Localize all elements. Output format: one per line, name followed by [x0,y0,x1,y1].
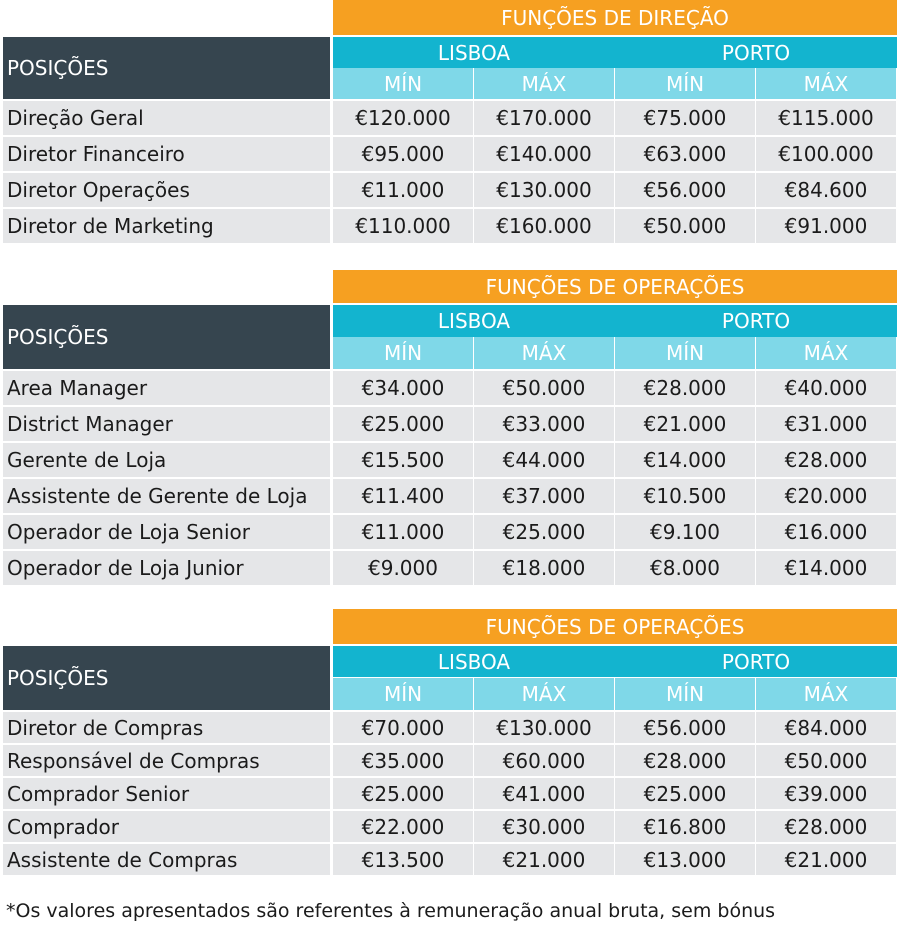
max-value: €100.000 [756,137,896,171]
position-name: Comprador Senior [3,778,330,809]
table-row [3,778,897,809]
max-value: €130.000 [474,173,614,207]
table-row [3,745,897,776]
min-label: MÍN [333,678,473,710]
min-value: €95.000 [333,137,473,171]
min-value: €25.000 [615,778,755,809]
max-value: €30.000 [474,811,614,842]
min-max-header-row [333,337,897,369]
city-label-porto: PORTO [721,40,791,65]
max-value: €140.000 [474,137,614,171]
table-row [3,515,897,549]
min-max-header-row [333,68,897,99]
city-header-row [333,305,897,337]
min-value: €15.500 [333,443,473,477]
position-name: District Manager [3,407,330,441]
table-title: FUNÇÕES DE OPERAÇÕES [333,270,897,303]
min-label: MÍN [333,68,473,99]
position-name: Area Manager [3,371,330,405]
city-label-porto: PORTO [721,649,791,674]
max-value: €50.000 [474,371,614,405]
min-value: €10.500 [615,479,755,513]
min-value: €63.000 [615,137,755,171]
max-label: MÁX [474,678,614,710]
min-value: €11.000 [333,515,473,549]
min-value: €9.100 [615,515,755,549]
table-row [3,479,897,513]
min-value: €21.000 [615,407,755,441]
max-value: €44.000 [474,443,614,477]
city-header-row [333,646,897,677]
table-row [3,712,897,743]
position-name: Direção Geral [3,101,330,135]
min-value: €110.000 [333,209,473,243]
city-label-lisboa: LISBOA [437,40,511,65]
min-value: €50.000 [615,209,755,243]
max-label: MÁX [474,68,614,99]
max-value: €31.000 [756,407,896,441]
positions-header: POSIÇÕES [3,37,330,99]
min-value: €56.000 [615,173,755,207]
max-value: €28.000 [756,811,896,842]
table-row [3,101,897,135]
position-name: Diretor Financeiro [3,137,330,171]
max-label: MÁX [756,337,896,369]
min-value: €11.400 [333,479,473,513]
position-name: Operador de Loja Senior [3,515,330,549]
max-value: €20.000 [756,479,896,513]
max-value: €16.000 [756,515,896,549]
min-value: €56.000 [615,712,755,743]
min-value: €34.000 [333,371,473,405]
min-value: €13.000 [615,844,755,875]
max-value: €37.000 [474,479,614,513]
max-value: €41.000 [474,778,614,809]
min-max-header-row [333,678,897,710]
position-name: Diretor de Compras [3,712,330,743]
min-label: MÍN [615,68,755,99]
min-label: MÍN [333,337,473,369]
max-label: MÁX [756,68,896,99]
max-value: €39.000 [756,778,896,809]
positions-header: POSIÇÕES [3,646,330,710]
position-name: Diretor de Marketing [3,209,330,243]
max-value: €60.000 [474,745,614,776]
position-name: Assistente de Compras [3,844,330,875]
min-value: €8.000 [615,551,755,585]
table-row [3,551,897,585]
max-value: €18.000 [474,551,614,585]
max-value: €40.000 [756,371,896,405]
min-value: €25.000 [333,778,473,809]
table-row [3,407,897,441]
position-name: Gerente de Loja [3,443,330,477]
positions-header: POSIÇÕES [3,305,330,369]
min-value: €25.000 [333,407,473,441]
min-value: €9.000 [333,551,473,585]
min-value: €16.800 [615,811,755,842]
max-value: €25.000 [474,515,614,549]
max-value: €91.000 [756,209,896,243]
min-value: €22.000 [333,811,473,842]
table-row [3,443,897,477]
table-title: FUNÇÕES DE DIREÇÃO [333,0,897,35]
min-value: €11.000 [333,173,473,207]
table-row [3,844,897,875]
max-value: €160.000 [474,209,614,243]
max-value: €50.000 [756,745,896,776]
city-label-porto: PORTO [721,309,791,333]
table-row [3,173,897,207]
table-row [3,371,897,405]
max-value: €21.000 [756,844,896,875]
max-value: €14.000 [756,551,896,585]
city-label-lisboa: LISBOA [437,309,511,333]
table-row [3,811,897,842]
max-value: €115.000 [756,101,896,135]
table-row [3,137,897,171]
min-label: MÍN [615,678,755,710]
min-label: MÍN [615,337,755,369]
footnote: *Os valores apresentados são referentes à remuneração anual bruta, sem bónus [6,900,776,922]
max-value: €130.000 [474,712,614,743]
max-label: MÁX [756,678,896,710]
city-label-lisboa: LISBOA [437,649,511,674]
min-value: €28.000 [615,745,755,776]
position-name: Comprador [3,811,330,842]
min-value: €75.000 [615,101,755,135]
max-value: €84.600 [756,173,896,207]
position-name: Assistente de Gerente de Loja [3,479,330,513]
table-title: FUNÇÕES DE OPERAÇÕES [333,609,897,644]
max-value: €33.000 [474,407,614,441]
min-value: €13.500 [333,844,473,875]
max-value: €84.000 [756,712,896,743]
position-name: Operador de Loja Junior [3,551,330,585]
city-header-row [333,37,897,68]
min-value: €70.000 [333,712,473,743]
table-row [3,209,897,243]
max-value: €28.000 [756,443,896,477]
min-value: €28.000 [615,371,755,405]
min-value: €35.000 [333,745,473,776]
position-name: Diretor Operações [3,173,330,207]
min-value: €14.000 [615,443,755,477]
max-value: €170.000 [474,101,614,135]
max-label: MÁX [474,337,614,369]
max-value: €21.000 [474,844,614,875]
position-name: Responsável de Compras [3,745,330,776]
min-value: €120.000 [333,101,473,135]
